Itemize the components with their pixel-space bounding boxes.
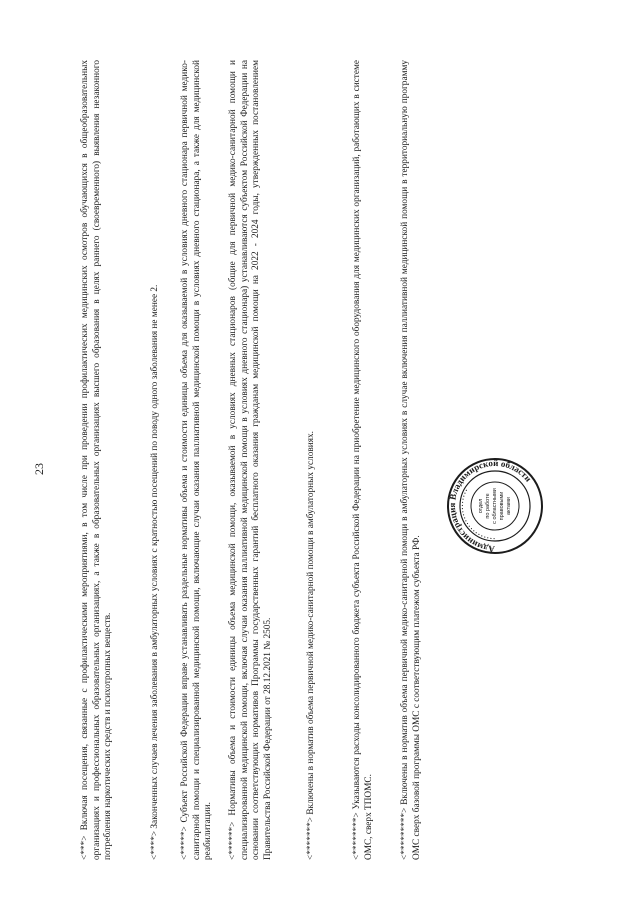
footnote-7-stars: <*******> Включены в норматив объема первичной медико-санитарной помощи в амбулаторных условиях. xyxy=(306,431,316,860)
svg-text:• • • • • • • • • • • • • • •: • • • • • • • • • • • • • • • • • • • • • • xyxy=(460,488,496,541)
svg-text:с областными: с областными xyxy=(492,488,498,524)
svg-text:отдел: отдел xyxy=(478,498,484,514)
official-seal-stamp xyxy=(446,457,544,555)
footnote-9-stars: <*********> Включены в норматив объема первичной медико-санитарной помощи в амбулаторных условиях в случае включения паллиативной медицинской помощи в территориальную программу ОМС сверх базовой программы ОМС с соответствующим платежом субъекта РФ. xyxy=(400,60,422,860)
svg-text:правовыми: правовыми xyxy=(499,491,505,521)
svg-text:актами: актами xyxy=(506,497,512,515)
page-number: 23 xyxy=(32,463,46,475)
footnote-3-stars: <***> Включая посещения, связанные с профилактическими мероприятиями, в том числе при проведении профилактических медицинских осмотров обучающихся в общеобразовательных организациях и профессиональных образовательных организациях, а также в образовательных организациях высшего образования в целях раннего (своевременного) выявления незаконного потребления наркотических средств и психотропных веществ. xyxy=(80,60,114,860)
footnote-6-stars: <******> Нормативы объема и стоимости единицы объема медицинской помощи, оказываемой в условиях дневных стационаров (общие для первичной медико-санитарной помощи и специализированной медицинской помощи, включая случаи оказания паллиативной медицинской помощи в условиях дневного стационара) устанавливаются субъектом Российской Федерации на основании соответствующих нормативов Программы государственных гарантий бесплатного оказания гражданам медицинской помощи на 2022 - 2024 годы, утвержденных постановлением Правительства Российской Федерации от 28.12.2021 № 2505. xyxy=(228,60,273,860)
svg-text:по работе: по работе xyxy=(485,493,491,519)
seal-graphic xyxy=(446,457,544,555)
footnote-4-stars: <****> Законченных случаев лечения заболевания в амбулаторных условиях с кратностью посещений по поводу одного заболевания не менее 2. xyxy=(150,284,160,860)
rotated-content xyxy=(32,60,440,860)
footnote-8-stars: <********> Указываются расходы консолидированного бюджета субъекта Российской Федерации на приобретение медицинского оборудования для медицинских организаций, работающих в системе ОМС, сверх ТПОМС. xyxy=(352,60,374,860)
svg-text:Администрация Владимирской обл: Администрация Владимирской области xyxy=(446,457,534,555)
footnote-5-stars: <*****> Субъект Российской Федерации вправе устанавливать раздельные нормативы объема и стоимости единицы объема для оказываемой в условиях дневного стационара первичной медико-санитарной помощи и специализированной медицинской помощи, включающие случаи оказания паллиативной медицинской помощи в условиях дневного стационара, а также для медицинской реабилитации. xyxy=(180,60,214,860)
